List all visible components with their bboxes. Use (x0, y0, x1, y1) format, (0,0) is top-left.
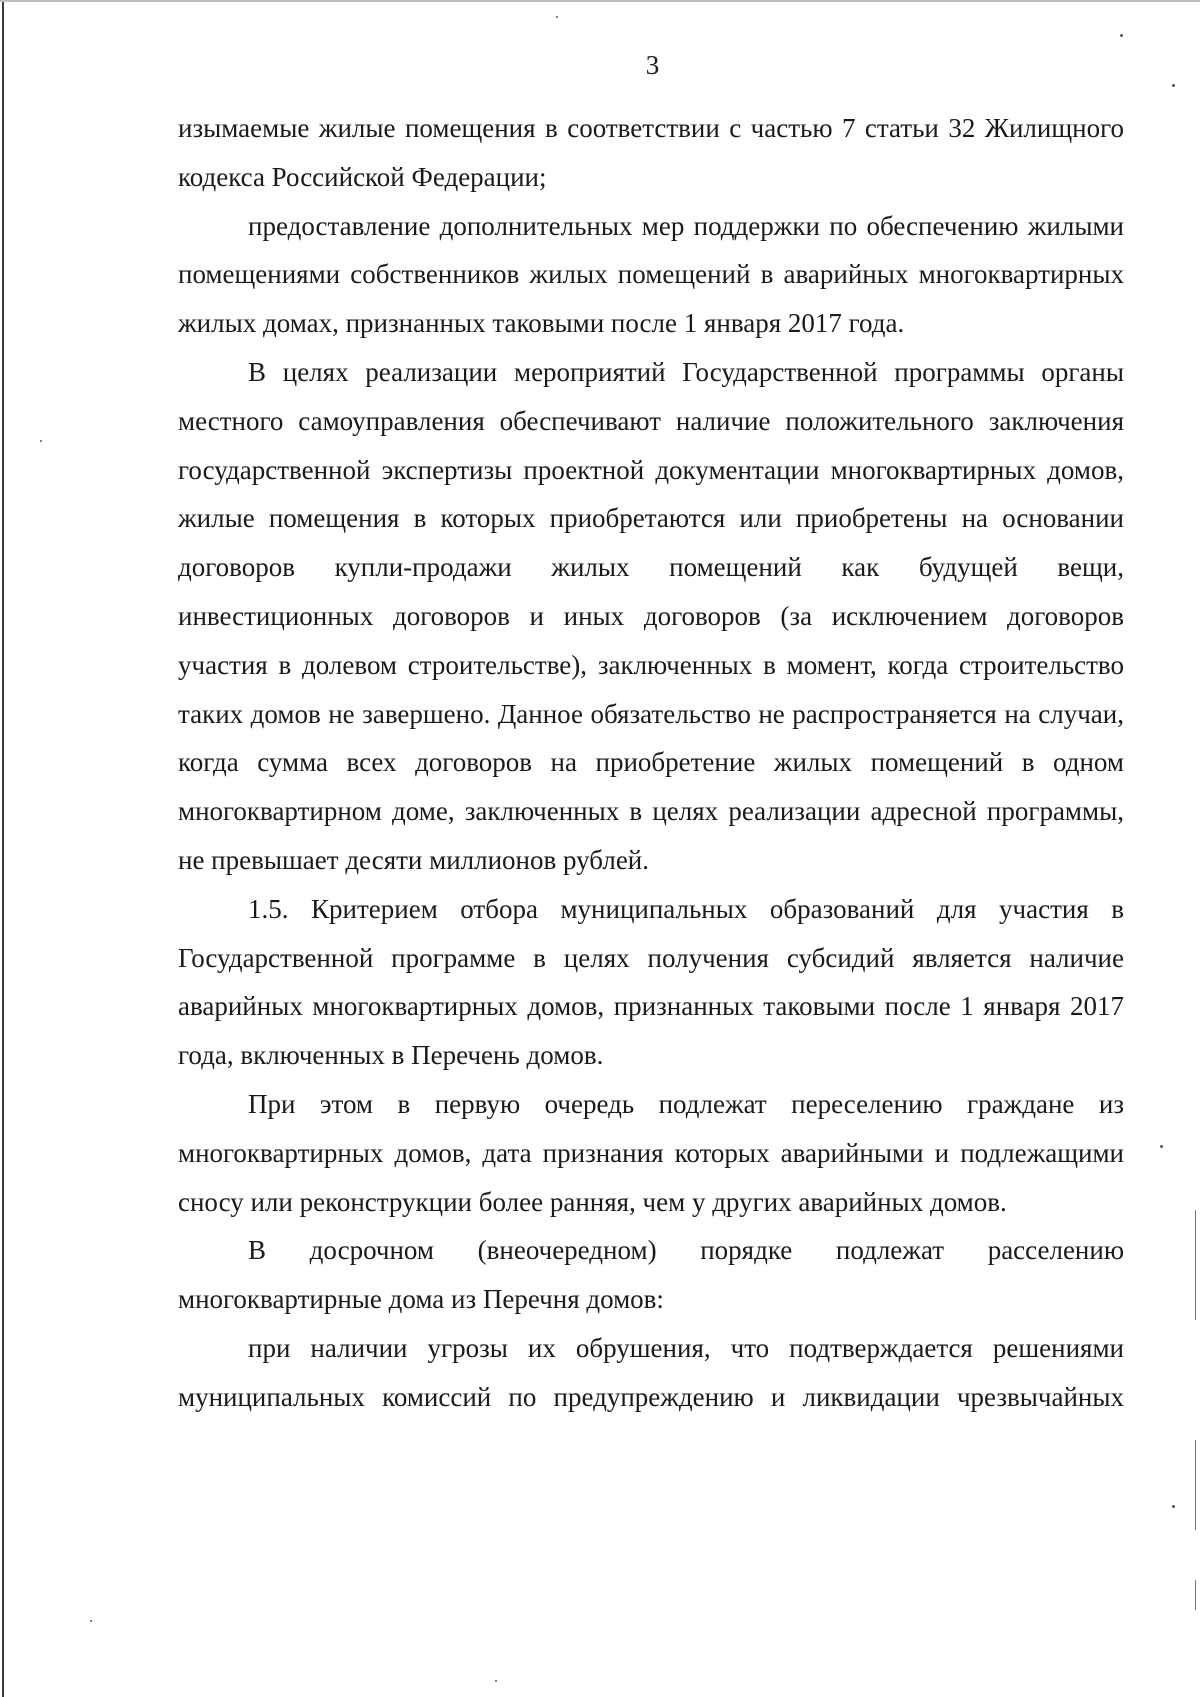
paragraph-continuation: изымаемые жилые помещения в соответствии с частью 7 статьи 32 Жилищного кодекса Российской Федерации; (178, 113, 1124, 192)
scan-speck (1160, 1145, 1163, 1148)
scan-margin-mark (1195, 1210, 1196, 1320)
scan-left-edge (2, 0, 4, 1697)
scan-speck (1172, 84, 1175, 87)
paragraph-additional-support: предоставление дополнительных мер поддержки по обеспечению жилыми помещениями собственников жилых помещений в аварийных многоквартирных жилых домах, признанных таковыми после 1 января 2017 года. (178, 210, 1124, 339)
scan-speck (90, 1620, 92, 1622)
scan-speck (1172, 1505, 1175, 1508)
document-body (178, 104, 1124, 1422)
scan-speck (495, 1680, 497, 1682)
paragraph-early-resettlement: В досрочном (внеочередном) порядке подлежат расселению многоквартирные дома из Перечня домов: (178, 1235, 1124, 1315)
scan-margin-mark (1195, 1580, 1196, 1610)
scan-margin-mark (1195, 1440, 1196, 1530)
paragraph-collapse-threat: при наличии угрозы их обрушения, что подтверждается решениями муниципальных комиссий по предупреждению и ликвидации чрезвычайных (178, 1332, 1124, 1412)
paragraph-expertise-requirement: В целях реализации мероприятий Государственной программы органы местного самоуправления обеспечивают наличие положительного заключения государственной экспертизы проектной документации многоквартирных домов, жилые помещения в которых приобретаются или приобретены на основании договоров купли-продажи жилых помещений как будущей вещи, инвестиционных договоров и иных договоров (за исключением договоров участия в долевом строительстве), заключенных в момент, когда строительство таких домов не завершено. Данное обязательство не распространяется на случаи, когда сумма всех договоров на приобретение жилых помещений в одном многоквартирном доме, заключенных в целях реализации адресной программы, не превышает десяти миллионов рублей. (178, 356, 1124, 875)
scan-speck (556, 16, 558, 18)
scan-speck (40, 440, 42, 442)
paragraph-selection-criterion: 1.5. Критерием отбора муниципальных образований для участия в Государственной программе в целях получения субсидий является наличие аварийных многоквартирных домов, признанных таковыми после 1 января 2017 года, включенных в Перечень домов. (178, 893, 1124, 1071)
page-number: 3 (645, 50, 660, 80)
scan-top-edge (0, 0, 1200, 2)
paragraph-priority-resettlement: При этом в первую очередь подлежат переселению граждане из многоквартирных домов, дата признания которых аварийными и подлежащими сносу или реконструкции более ранняя, чем у других аварийных домов. (178, 1088, 1124, 1217)
scan-speck (1120, 34, 1123, 37)
